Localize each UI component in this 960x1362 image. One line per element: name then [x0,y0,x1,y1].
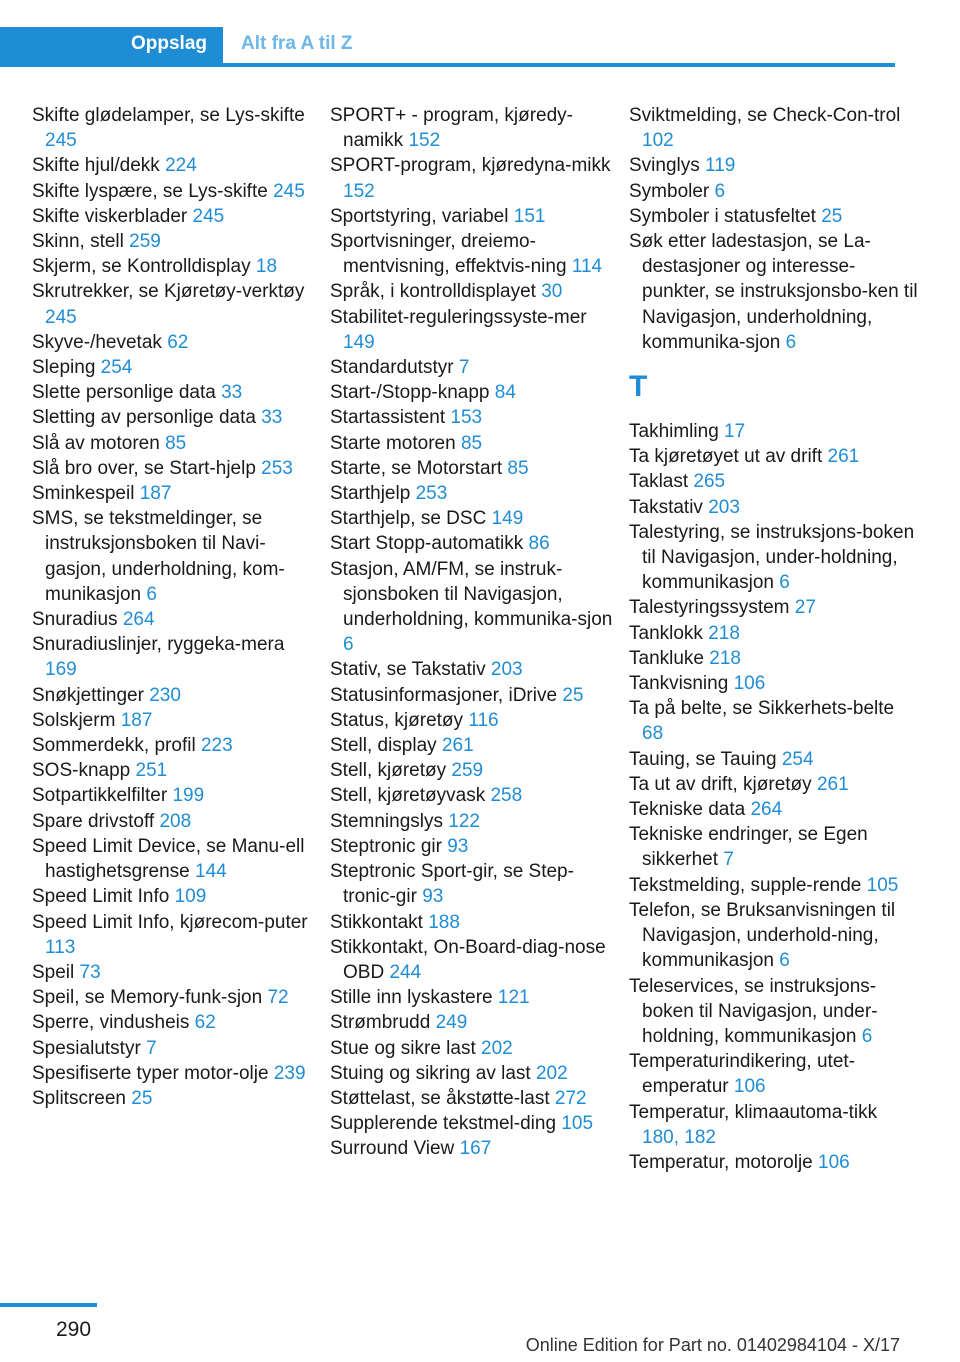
entry-term: Stativ, se Takstativ [330,659,486,681]
page-reference-link[interactable]: 167 [459,1138,492,1160]
entry-term: Sminkespeil [32,483,135,505]
page-reference-link[interactable]: 245 [192,205,225,227]
index-entry [330,859,615,909]
index-entry [32,279,317,329]
entry-term: Spesialutstyr [32,1037,141,1059]
entry-term: Snuradius [32,609,118,631]
index-entry [32,809,317,834]
entry-term: Surround View [330,1138,455,1160]
page-reference-link[interactable]: 6 [779,572,790,594]
page-reference-link[interactable]: 245 [273,180,305,202]
entry-term: Steptronic gir [330,835,442,857]
index-entry [629,873,919,898]
index-entry [330,557,615,658]
page-reference-link[interactable]: 121 [497,987,530,1009]
page-reference-link[interactable]: 7 [146,1037,157,1059]
entry-term: Starthjelp, se DSC [330,508,487,530]
entry-term: Tankvisning [629,673,729,695]
index-entry [629,103,919,153]
page-reference-link[interactable]: 261 [827,446,860,468]
index-entry [32,355,317,380]
page-reference-link[interactable]: 62 [167,331,189,353]
entry-term: Steptronic Sport-gir, se Step-tronic-gir [330,861,574,908]
index-entry [330,1010,615,1035]
index-entry [32,632,317,682]
page-reference-link[interactable]: 253 [261,457,293,479]
entry-term: Statusinformasjoner, iDrive [330,684,558,706]
index-entry [330,783,615,808]
entry-term: Symboler [629,180,710,202]
section-letter-heading: T [629,370,648,404]
page-reference-link[interactable]: 27 [794,597,816,619]
page-reference-link[interactable]: 149 [343,331,375,353]
entry-term: Støttelast, se åkstøtte-last [330,1087,550,1109]
index-entry [330,229,615,279]
index-entry [32,103,317,153]
index-entry [32,431,317,456]
index-entry [629,671,919,696]
index-entry [330,733,615,758]
page-reference-link[interactable]: 261 [441,735,474,757]
page-reference-link[interactable]: 187 [139,483,172,505]
page-reference-link[interactable]: 6 [779,950,790,972]
tab-alt-fra-a-til-z[interactable]: Alt fra A til Z [241,33,353,54]
index-entry [330,708,615,733]
entry-term: Stasjon, AM/FM, se instruk-sjonsboken til Navigasjon, underholdning, kommunika-sjon [330,558,613,631]
index-entry [330,910,615,935]
entry-term: Skifte glødelamper, se Lys-skifte [32,105,305,126]
index-entry [330,431,615,456]
page-reference-link[interactable]: 218 [708,622,740,644]
entry-term: Takhimling [629,421,719,443]
entry-term: Solskjerm [32,709,116,731]
entry-term: Splitscreen [32,1087,126,1109]
page-reference-link[interactable]: 33 [221,382,243,404]
page-reference-link[interactable]: 261 [816,773,849,795]
entry-term: Start Stopp-automatikk [330,533,524,555]
index-entry [629,419,919,444]
page-reference-link[interactable]: 106 [733,673,766,695]
page-reference-link[interactable]: 152 [408,130,441,152]
entry-term: Slå bro over, se Start-hjelp [32,457,256,479]
page-reference-link[interactable]: 224 [165,155,197,177]
entry-term: Symboler i statusfeltet [629,205,816,227]
index-entry [330,834,615,859]
index-entry [32,683,317,708]
page-reference-link[interactable]: 245 [45,130,77,152]
entry-term: Tauing, se Tauing [629,748,777,770]
index-entry [629,621,919,646]
index-entry [330,1086,615,1111]
index-entry [330,153,615,203]
page-reference-link[interactable]: 187 [120,709,153,731]
entry-term: SPORT+ - program, kjøredy-namikk [330,105,574,152]
index-entry [32,405,317,430]
entry-term: Ta ut av drift, kjøretøy [629,773,812,795]
entry-term: Skjerm, se Kontrolldisplay [32,256,251,278]
index-entry [629,469,919,494]
entry-term: Teleservices, se instruksjons-boken til Navigasjon, under-holdning, kommunikasjon [629,975,878,1047]
index-entry [330,531,615,556]
entry-term: Sviktmelding, se Check-Con-trol [629,105,901,126]
index-entry [629,747,919,772]
page-reference-link[interactable]: 106 [818,1151,850,1173]
page-reference-link[interactable]: 119 [705,155,736,177]
index-entry [32,733,317,758]
page-reference-link[interactable]: 114 [571,256,603,278]
page-reference-link[interactable]: 105 [561,1113,594,1135]
index-entry [330,1136,615,1161]
index-entry [32,985,317,1010]
page-reference-link[interactable]: 188 [428,911,460,933]
page-reference-link[interactable]: 199 [172,785,205,807]
page-reference-link[interactable]: 33 [261,407,283,429]
index-entry [32,1010,317,1035]
page-reference-link[interactable]: 7 [458,357,470,379]
page-reference-link[interactable]: 203 [490,659,523,681]
edition-note: Online Edition for Part no. 01402984104 - X/17 [525,1335,900,1355]
index-entry [330,380,615,405]
index-column-1 [32,103,317,1111]
entry-term: Spesifiserte typer motor-olje [32,1062,269,1084]
index-entry [330,103,615,153]
page-reference-link[interactable]: 25 [131,1087,153,1109]
index-entry [330,405,615,430]
entry-term: Stell, kjøretøyvask [330,785,486,807]
page-reference-link[interactable]: 62 [194,1012,216,1034]
footer-rule [0,1303,97,1307]
page-reference-link[interactable]: 153 [450,407,483,429]
page-reference-link[interactable]: 73 [79,961,101,983]
page-reference-link[interactable]: 249 [435,1012,468,1034]
entry-term: Strømbrudd [330,1012,431,1034]
page-reference-link[interactable]: 106 [733,1076,766,1098]
entry-term: Snuradiuslinjer, ryggeka-mera [32,634,285,656]
page-reference-link[interactable]: 259 [451,760,484,782]
index-entry [32,758,317,783]
index-entry [32,456,317,481]
entry-term: Ta kjøretøyet ut av drift [629,446,823,468]
page-reference-link[interactable]: 102 [642,130,674,152]
index-entry [32,229,317,254]
page-reference-link[interactable]: 72 [267,987,289,1009]
entry-term: Tankluke [629,647,704,669]
index-entry [629,1100,919,1150]
index-entry [330,355,615,380]
index-group-t [629,419,919,1175]
index-group-s-continued [629,103,919,355]
index-entry [629,179,919,204]
entry-term: Skifte viskerblader [32,205,188,227]
index-entry [32,330,317,355]
page-reference-link[interactable]: 223 [200,735,233,757]
entry-term: Stikkontakt, On-Board-diag-nose OBD [330,936,606,983]
entry-term: Skrutrekker, se Kjøretøy-verktøy [32,281,305,303]
entry-term: Status, kjøretøy [330,709,464,731]
index-entry [330,758,615,783]
page-reference-link[interactable]: 151 [513,205,546,227]
page-reference-link[interactable]: 6 [861,1025,873,1047]
page-reference-link[interactable]: 25 [821,205,843,227]
index-entry [32,1036,317,1061]
entry-term: Speed Limit Info, kjørecom-puter [32,911,308,933]
index-entry [330,809,615,834]
entry-term: Stue og sikre last [330,1037,476,1059]
index-entry [629,1150,919,1175]
page-reference-link[interactable]: 6 [714,180,726,202]
page-reference-link[interactable]: 85 [507,457,529,479]
entry-term: Stuing og sikring av last [330,1062,531,1084]
page-reference-link[interactable]: 251 [135,760,168,782]
page-reference-link[interactable]: 245 [45,306,77,328]
page-reference-link[interactable]: 86 [528,533,550,555]
page-reference-link[interactable]: 144 [195,861,227,883]
page-reference-link[interactable]: 109 [174,886,207,908]
index-entry [629,797,919,822]
entry-term: Skinn, stell [32,231,124,253]
page-reference-link[interactable]: 254 [100,357,133,379]
entry-term: Starte, se Motorstart [330,457,503,479]
page-reference-link[interactable]: 17 [724,421,746,443]
page-reference-link[interactable]: 68 [642,723,664,745]
entry-term: Skifte lyspære, se Lys-skifte [32,180,268,202]
page-reference-link[interactable]: 25 [562,684,584,706]
entry-term: Stikkontakt [330,911,423,933]
page-reference-link[interactable]: 208 [159,810,192,832]
page-reference-link[interactable]: 149 [491,508,524,530]
index-entry [32,254,317,279]
index-entry [32,708,317,733]
entry-term: Taklast [629,471,689,493]
entry-term: Takstativ [629,496,703,518]
page-reference-link[interactable]: 93 [447,835,469,857]
index-entry [32,1061,317,1086]
entry-term: Skyve-/hevetak [32,331,162,353]
page-reference-link[interactable]: 169 [45,659,77,681]
entry-term: Snøkjettinger [32,684,144,706]
index-entry [629,204,919,229]
page-reference-link[interactable]: 202 [535,1062,568,1084]
entry-term: Spare drivstoff [32,810,155,832]
index-entry [330,935,615,985]
entry-term: Sportvisninger, dreiemo-mentvisning, effektvis-ning [330,231,567,278]
index-entry [330,657,615,682]
index-entry [32,179,317,204]
index-entry [32,783,317,808]
entry-term: Starte motoren [330,432,456,454]
index-entry [32,481,317,506]
entry-term: Stille inn lyskastere [330,987,493,1009]
entry-term: Ta på belte, se Sikkerhets-belte [629,698,895,720]
entry-term: Søk etter ladestasjon, se La-destasjoner og interesse-punkter, se instruksjonsbo-ken til Navigasjon, underholdning, kommunika-sjon [629,231,918,353]
index-entry [330,985,615,1010]
entry-term: Tekniske data [629,799,746,821]
index-entry [629,495,919,520]
entry-term: Start-/Stopp-knapp [330,382,490,404]
index-entry [330,1061,615,1086]
entry-term: Stell, display [330,735,437,757]
index-entry [629,1049,919,1099]
page-reference-link[interactable]: 239 [273,1062,306,1084]
entry-term: Speed Limit Info [32,886,170,908]
index-entry [32,884,317,909]
page-reference-link[interactable]: 259 [129,231,161,253]
entry-term: Tekstmelding, supple-rende [629,874,862,896]
index-entry [629,595,919,620]
page-number: 290 [56,1318,92,1341]
index-entry [330,1036,615,1061]
entry-term: Talestyring, se instruksjons-boken til Navigasjon, under-holdning, kommunikasjon [629,521,915,594]
page-reference-link[interactable]: 253 [415,483,448,505]
entry-term: Standardutstyr [330,357,454,379]
page-reference-link[interactable]: 116 [468,709,499,731]
page-reference-link[interactable]: 230 [149,684,181,706]
entry-term: Stabilitet-reguleringssyste-mer [330,306,587,328]
entry-term: SOS-knapp [32,760,131,782]
index-column-2 [330,103,615,1162]
index-entry [32,960,317,985]
page-reference-link[interactable]: 93 [422,886,444,908]
page-reference-link[interactable]: 202 [481,1037,513,1059]
entry-term: Sommerdekk, profil [32,735,196,757]
index-entry [32,153,317,178]
entry-term: Stemningslys [330,810,443,832]
page-reference-link[interactable]: 7 [723,849,734,871]
entry-term: Supplerende tekstmel-ding [330,1113,557,1135]
page-reference-link[interactable]: 218 [709,647,741,669]
page-reference-link[interactable]: 6 [785,331,797,353]
index-entry [629,646,919,671]
entry-term: Startassistent [330,407,446,429]
page-reference-link[interactable]: 254 [781,748,814,770]
page-reference-link[interactable]: 18 [255,256,278,278]
entry-term: Telefon, se Bruksanvisningen til Navigasjon, underhold-ning, kommunikasjon [629,899,896,972]
index-entry [629,772,919,797]
entry-term: Starthjelp [330,483,411,505]
page-reference-link[interactable]: 122 [448,810,480,832]
page-reference-link[interactable]: 85 [165,432,187,454]
entry-term: SPORT-program, kjøredyna-mikk [330,155,611,177]
entry-term: Speil, se Memory-funk-sjon [32,987,263,1009]
index-entry [629,229,919,355]
page-reference-link[interactable]: 244 [389,961,422,983]
entry-term: Sperre, vindusheis [32,1012,190,1034]
entry-term: Slette personlige data [32,382,216,404]
page-reference-link[interactable]: 84 [494,382,516,404]
page-reference-link[interactable]: 30 [541,281,563,303]
index-entry [330,204,615,229]
page-reference-link[interactable]: 113 [45,936,76,958]
index-entry [629,898,919,974]
page-reference-link[interactable]: 6 [343,634,354,656]
entry-term: Temperaturindikering, utet-emperatur [629,1051,855,1098]
page-reference-link[interactable]: 264 [122,609,155,631]
page-reference-link[interactable]: 105 [866,874,899,896]
index-entry [330,506,615,531]
page-reference-link[interactable]: 152 [343,180,375,202]
page-reference-link[interactable]: 272 [554,1087,587,1109]
index-entry [629,153,919,178]
page-reference-link[interactable]: 264 [750,799,783,821]
index-entry [32,910,317,960]
tab-oppslag-label: Oppslag [130,33,207,54]
entry-term: Speed Limit Device, se Manu-ell hastighetsgrense [32,835,305,883]
index-entry [330,279,615,304]
entry-term: Sleping [32,357,96,379]
page-reference-link[interactable]: 6 [146,583,157,605]
index-entry [330,456,615,481]
page-reference-link[interactable]: 265 [693,471,726,493]
index-entry [330,683,615,708]
index-entry [32,834,317,884]
entry-term: Sportstyring, variabel [330,205,509,227]
index-entry [629,822,919,872]
entry-term: Sletting av personlige data [32,407,256,429]
entry-term: Speil [32,961,75,983]
entry-term: Talestyringssystem [629,597,790,619]
tab-oppslag[interactable] [0,27,223,63]
index-entry [629,974,919,1050]
entry-term: Tanklokk [629,622,703,644]
index-entry [629,696,919,746]
entry-term: Sotpartikkelfilter [32,785,168,807]
index-entry [629,520,919,596]
index-entry [32,204,317,229]
header-tabbar [0,27,895,67]
entry-term: Slå av motoren [32,432,160,454]
entry-term: SMS, se tekstmeldinger, se instruksjonsboken til Navi-gasjon, underholdning, kom-munikasjon [32,508,285,605]
index-entry [32,607,317,632]
entry-term: Skifte hjul/dekk [32,155,160,177]
index-column-3 [629,103,919,1175]
index-entry [32,380,317,405]
index-entry [330,1111,615,1136]
index-entry [32,506,317,607]
entry-term: Svinglys [629,155,700,177]
page-reference-link[interactable]: 85 [460,432,483,454]
page-reference-link[interactable]: 180, 182 [642,1126,716,1148]
entry-term: Temperatur, klimaautoma-tikk [629,1101,878,1123]
entry-term: Stell, kjøretøy [330,760,447,782]
page-reference-link[interactable]: 258 [490,785,523,807]
index-entry [32,1086,317,1111]
entry-term: Språk, i kontrolldisplayet [330,281,536,303]
entry-term: Temperatur, motorolje [629,1151,813,1173]
index-entry [330,481,615,506]
page-reference-link[interactable]: 203 [708,496,740,518]
index-entry [629,444,919,469]
index-entry [330,305,615,355]
entry-term: Tekniske endringer, se Egen sikkerhet [629,824,868,871]
